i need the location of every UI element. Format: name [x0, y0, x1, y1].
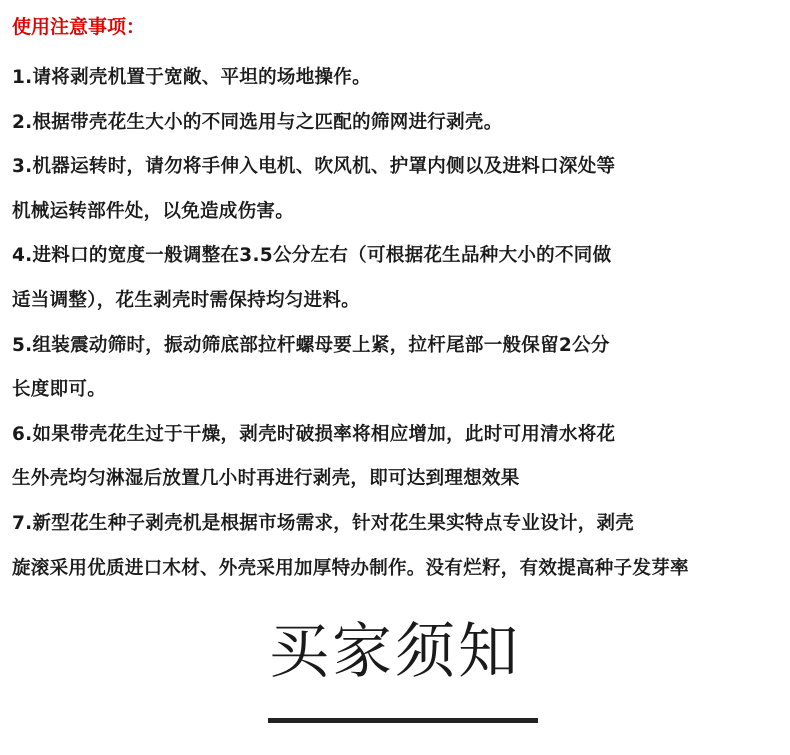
notice-line: 7.新型花生种子剥壳机是根据市场需求，针对花生果实特点专业设计，剥壳: [12, 512, 635, 534]
notice-line: 2.根据带壳花生大小的不同选用与之匹配的筛网进行剥壳。: [12, 111, 503, 133]
notice-line: 机械运转部件处，以免造成伤害。: [12, 200, 295, 222]
notice-line: 4.进料口的宽度一般调整在3.5公分左右（可根据花生品种大小的不同做: [12, 245, 612, 267]
notice-heading: 使用注意事项：: [12, 16, 146, 38]
buyer-notice-title: 买家须知: [269, 617, 521, 687]
notice-line: 生外壳均匀淋湿后放置几小时再进行剥壳，即可达到理想效果: [12, 468, 520, 490]
notice-line: 5.组装震动筛时，振动筛底部拉杆螺母要上紧，拉杆尾部一般保留2公分: [12, 334, 610, 356]
notice-list: [12, 56, 782, 591]
notice-line: 3.机器运转时，请勿将手伸入电机、吹风机、护罩内侧以及进料口深处等: [12, 156, 616, 178]
notice-line: 长度即可。: [12, 379, 107, 401]
notice-line: 1.请将剥壳机置于宽敞、平坦的场地操作。: [12, 67, 371, 88]
notice-line: 适当调整），花生剥壳时需保持均匀进料。: [12, 289, 360, 311]
title-underline: [268, 718, 538, 723]
notice-line: 6.如果带壳花生过于干燥，剥壳时破损率将相应增加，此时可用清水将花: [12, 423, 616, 445]
notice-line: 旋滚采用优质进口木材、外壳采用加厚特办制作。没有烂籽，有效提高种子发芽率: [12, 557, 689, 579]
